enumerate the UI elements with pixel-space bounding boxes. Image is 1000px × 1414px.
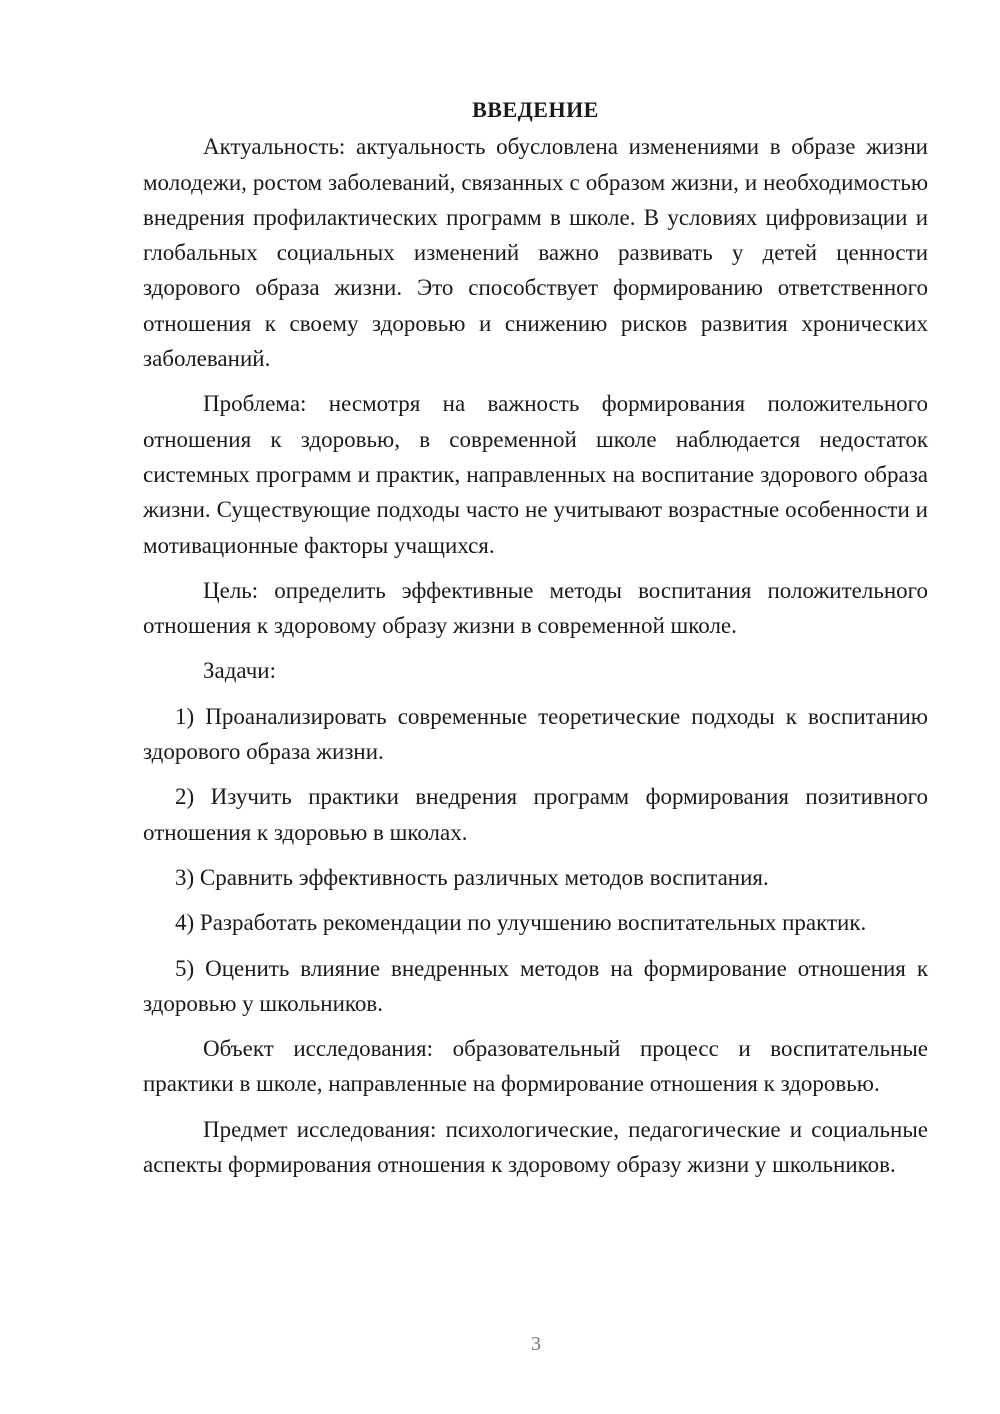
task-item-5: 5) Оценить влияние внедренных методов на формирование отношения к здоровью у школьников. <box>143 955 928 1016</box>
paragraph-relevance: Актуальность: актуальность обусловлена изменениями в образе жизни молодежи, ростом заболеваний, связанных с образом жизни, и необходимостью внедрения профилактических программ в школе. В условиях цифровизации и глобальных социальных изменений важно развивать у детей ценности здорового образа жизни. Это способствует формированию ответственного отношения к своему здоровью и снижению рисков развития хронических заболеваний. <box>143 134 928 372</box>
tasks-heading: Задачи: <box>203 658 276 684</box>
paragraph-subject: Предмет исследования: психологические, педагогические и социальные аспекты формирования отношения к здоровому образу жизни у школьников. <box>143 1116 928 1178</box>
task-item-2: 2) Изучить практики внедрения программ формирования позитивного отношения к здоровью в школах. <box>143 784 928 845</box>
task-item-4: 4) Разработать рекомендации по улучшению воспитательных практик. <box>175 910 867 936</box>
task-item-3: 3) Сравнить эффективность различных методов воспитания. <box>175 864 769 890</box>
paragraph-problem: Проблема: несмотря на важность формирования положительного отношения к здоровью, в современной школе наблюдается недостаток системных программ и практик, направленных на воспитание здорового образа жизни. Существующие подходы часто не учитывают возрастные особенности и мотивационные факторы учащихся. <box>143 391 928 558</box>
page-content <box>143 92 928 1192</box>
paragraph-goal: Цель: определить эффективные методы воспитания положительного отношения к здоровому образу жизни в современной школе. <box>143 577 928 639</box>
section-title: ВВЕДЕНИЕ <box>472 97 599 122</box>
page-number: 3 <box>531 1333 541 1355</box>
task-item-1: 1) Проанализировать современные теоретические подходы к воспитанию здорового образа жизни. <box>143 703 928 765</box>
paragraph-object: Объект исследования: образовательный процесс и воспитательные практики в школе, направленные на формирование отношения к здоровью. <box>143 1036 928 1097</box>
